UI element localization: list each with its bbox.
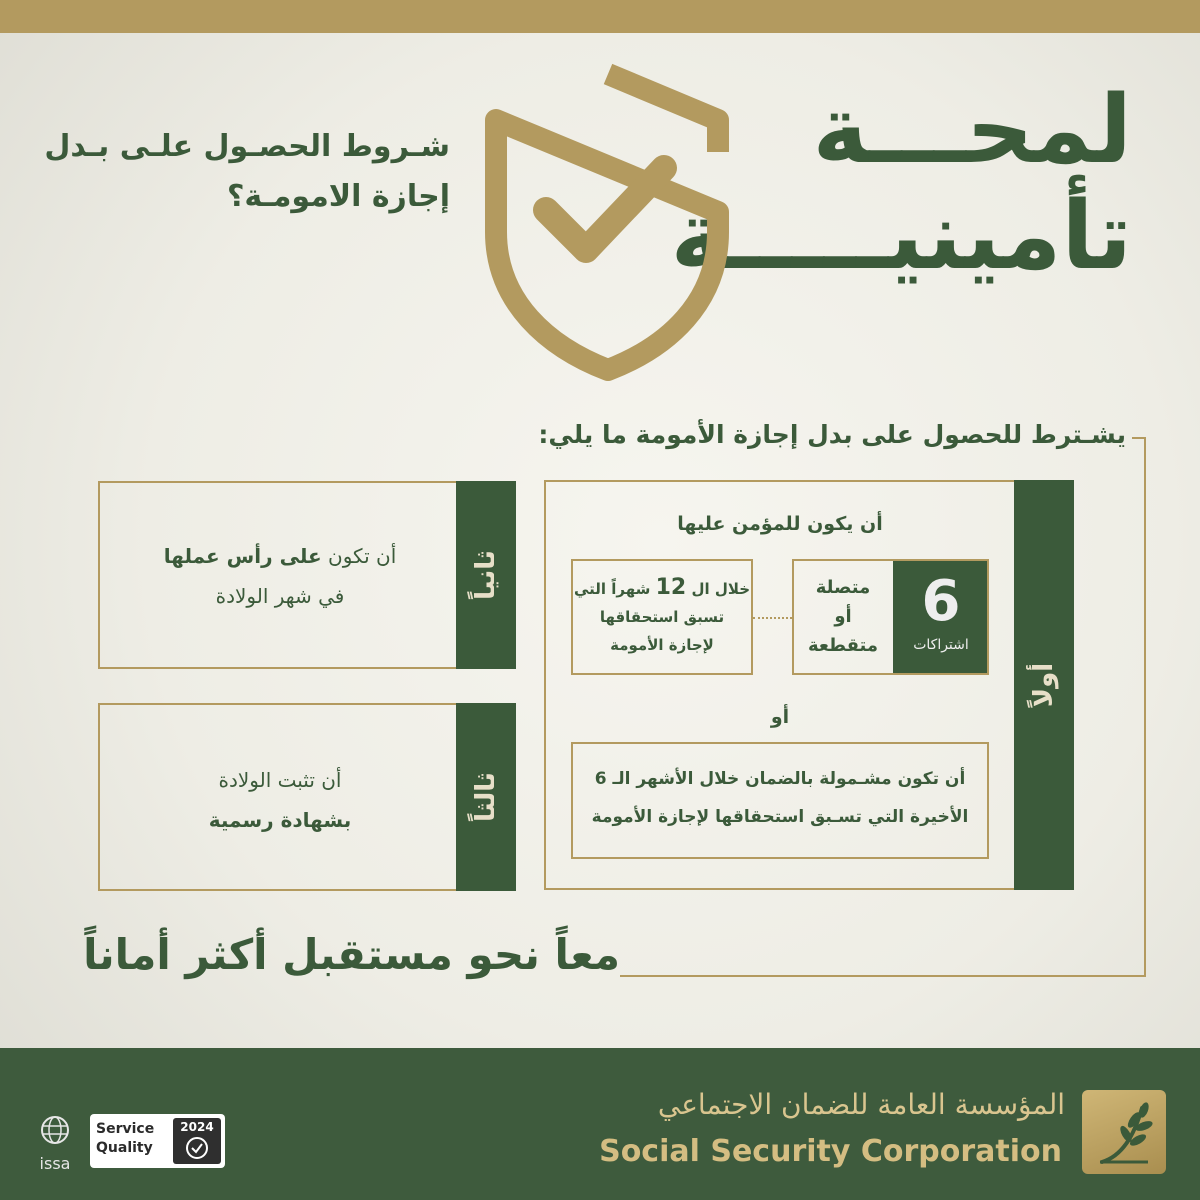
subscriptions-count: 6: [921, 569, 961, 634]
frame-line: [1144, 437, 1146, 977]
alternative-line-1: أن تكون مشـمولة بالضمان خلال الأشهر الـ 6: [594, 769, 966, 789]
condition-third-tab-label: ثالثاً: [471, 772, 501, 822]
condition-first-tab: [1014, 480, 1074, 890]
second-line-2: في شهر الولادة: [215, 584, 345, 608]
org-name-english: Social Security Corporation: [599, 1134, 1062, 1169]
third-line-1: أن تثبت الولادة: [218, 768, 342, 792]
period-prefix: خلال ال: [691, 580, 751, 598]
subtitle-line-1: شـروط الحصـول علـى بـدل: [44, 129, 450, 164]
period-line-3: لإجازة الأمومة: [610, 636, 714, 654]
org-name-arabic: المؤسسة العامة للضمان الاجتماعي: [657, 1088, 1065, 1121]
title-line-1: لمحـــة: [812, 76, 1132, 185]
type-continuous: متصلة: [815, 577, 871, 598]
condition-second-tab-label: ثانياً: [471, 550, 501, 600]
olive-branch-icon: [1082, 1090, 1166, 1174]
subtitle-line-2: إجازة الامومـة؟: [226, 179, 450, 214]
slogan: معاً نحو مستقبل أكثر أماناً: [83, 930, 620, 979]
globe-icon: [35, 1114, 75, 1148]
period-text: [573, 574, 751, 659]
condition-second-tab: [456, 481, 516, 669]
second-line-1: [110, 536, 450, 576]
condition-second-text: [110, 536, 450, 616]
type-intermittent: متقطعة: [807, 635, 879, 656]
service-quality-text: [96, 1120, 154, 1158]
service-quality-line-2: Quality: [96, 1140, 153, 1156]
issa-text: issa: [39, 1154, 71, 1173]
alternative-line-2: الأخيرة التي تسـبق استحقاقها لإجازة الأمومة: [591, 807, 969, 827]
issa-logo: [30, 1114, 80, 1173]
condition-third-tab: [456, 703, 516, 891]
period-number: 12: [655, 575, 687, 600]
frame-line: [620, 975, 1146, 977]
service-quality-year: 2024: [180, 1120, 214, 1134]
top-accent-strip: [0, 0, 1200, 33]
page-subtitle: [30, 122, 450, 222]
service-quality-badge: [90, 1114, 225, 1168]
service-quality-line-1: Service: [96, 1121, 155, 1137]
service-quality-year-box: [173, 1118, 221, 1164]
first-heading: أن يكون للمؤمن عليها: [677, 513, 883, 535]
connector-line: [753, 617, 792, 619]
subscriptions-type: [794, 573, 892, 660]
shield-check-icon: [468, 62, 748, 382]
or-separator: أو: [770, 706, 790, 728]
third-line-2: بشهادة رسمية: [208, 808, 352, 832]
subscriptions-label: اشتراكات: [913, 637, 969, 653]
condition-first-tab-label: أولاً: [1029, 662, 1059, 708]
condition-third-text: [110, 760, 450, 840]
second-prefix: أن تكون: [328, 544, 397, 568]
intro-text: يشـترط للحصول على بدل إجازة الأمومة ما يلي:: [538, 420, 1126, 449]
page-title: [670, 76, 1132, 291]
type-or: أو: [834, 606, 852, 627]
ssc-logo: [1082, 1090, 1166, 1174]
second-bold: على رأس عملها: [163, 544, 322, 568]
period-line-1: [573, 574, 751, 603]
check-circle-icon: [185, 1136, 209, 1160]
alternative-text: [573, 760, 987, 836]
title-line-2: تأمينيـــــة: [670, 182, 1132, 291]
period-suffix: شهراً التي: [573, 580, 651, 598]
period-line-2: تسبق استحقاقها: [599, 608, 725, 626]
